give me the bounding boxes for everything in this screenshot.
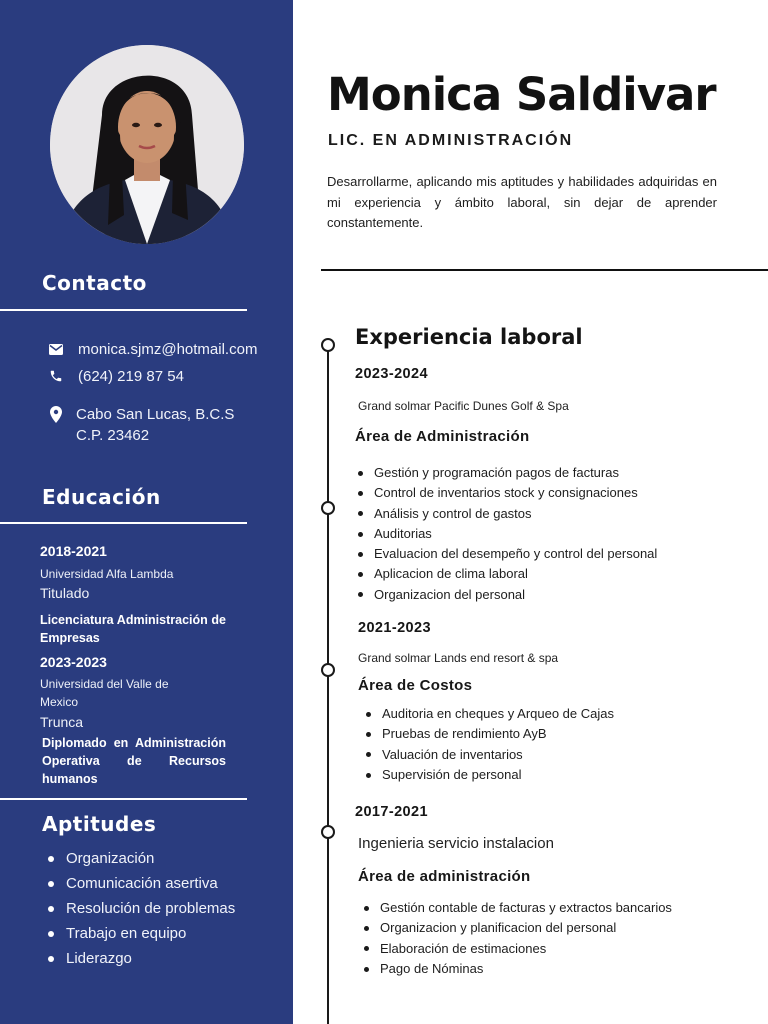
job-area: Área de administración	[358, 868, 531, 885]
contact-email[interactable]	[45, 339, 257, 360]
list-item: Pruebas de rendimiento AyB	[366, 724, 614, 744]
list-item: Supervisión de personal	[366, 765, 614, 785]
list-item: Análisis y control de gastos	[358, 504, 657, 524]
job-task-list	[364, 898, 672, 979]
job-area: Área de Costos	[358, 677, 473, 694]
education-entry-1	[40, 543, 226, 647]
contact-phone[interactable]	[45, 366, 184, 387]
list-item: Trabajo en equipo	[48, 921, 235, 946]
list-item: Auditorias	[358, 524, 657, 544]
job-years: 2023-2024	[355, 366, 428, 382]
list-item: Resolución de problemas	[48, 896, 235, 921]
address-line-1: Cabo San Lucas, B.C.S	[76, 406, 235, 423]
job-years: 2017-2021	[355, 804, 428, 820]
job-area: Área de Administración	[355, 428, 530, 445]
list-item: Comunicación asertiva	[48, 871, 235, 896]
mail-icon	[45, 339, 67, 359]
skills-heading: Aptitudes	[42, 812, 157, 836]
header-divider	[321, 269, 768, 271]
education-divider	[0, 522, 247, 524]
job-task-list	[358, 463, 657, 605]
education-entry-2	[40, 654, 226, 788]
education-years: 2023-2023	[40, 654, 107, 670]
sidebar	[0, 0, 293, 1024]
contact-heading: Contacto	[42, 271, 147, 295]
contact-divider	[0, 309, 247, 311]
education-years: 2018-2021	[40, 543, 107, 559]
list-item: Control de inventarios stock y consignaciones	[358, 483, 657, 503]
list-item: Organizacion del personal	[358, 585, 657, 605]
job-years: 2021-2023	[358, 620, 431, 636]
list-item: Pago de Nóminas	[364, 959, 672, 979]
education-program: Licenciatura Administración de Empresas	[40, 613, 226, 645]
degree-subtitle: LIC. EN ADMINISTRACIÓN	[328, 132, 574, 149]
job-company: Grand solmar Pacific Dunes Golf & Spa	[358, 399, 569, 413]
phone-text: (624) 219 87 54	[78, 368, 184, 385]
list-item: Gestión y programación pagos de facturas	[358, 463, 657, 483]
page-title: Monica Saldivar	[327, 68, 716, 121]
list-item: Aplicacion de clima laboral	[358, 564, 657, 584]
timeline-line	[327, 346, 329, 1024]
list-item: Auditoria en cheques y Arqueo de Cajas	[366, 704, 614, 724]
list-item: Organizacion y planificacion del personal	[364, 918, 672, 938]
education-status: Trunca	[40, 714, 84, 730]
list-item: Valuación de inventarios	[366, 745, 614, 765]
education-school: Universidad Alfa Lambda	[40, 567, 174, 581]
list-item: Evaluacion del desempeño y control del personal	[358, 544, 657, 564]
education-program: Diplomado en Administración Operativa de Recursos humanos	[42, 736, 226, 786]
experience-heading: Experiencia laboral	[355, 325, 583, 349]
job-company: Ingenieria servicio instalacion	[358, 835, 554, 852]
timeline-node	[321, 501, 335, 515]
location-pin-icon	[45, 404, 67, 424]
job-company: Grand solmar Lands end resort & spa	[358, 651, 559, 665]
contact-address	[45, 404, 234, 446]
job-task-list	[366, 704, 614, 785]
timeline-node	[321, 825, 335, 839]
email-text: monica.sjmz@hotmail.com	[78, 341, 258, 358]
address-line-2: C.P. 23462	[76, 427, 150, 444]
list-item: Gestión contable de facturas y extractos bancarios	[364, 898, 672, 918]
list-item: Elaboración de estimaciones	[364, 939, 672, 959]
list-item: Organización	[48, 846, 235, 871]
timeline-node	[321, 663, 335, 677]
skills-list	[48, 846, 235, 971]
list-item: Liderazgo	[48, 946, 235, 971]
education-status: Titulado	[40, 585, 90, 601]
profile-summary: Desarrollarme, aplicando mis aptitudes y habilidades adquiridas en mi experiencia y ámbito laboral, sin dejar de aprender constantemente.	[327, 174, 717, 230]
profile-photo	[50, 45, 244, 244]
skills-divider	[0, 798, 247, 800]
timeline-node	[321, 338, 335, 352]
phone-icon	[45, 366, 67, 386]
education-school: Universidad del Valle de Mexico	[40, 677, 169, 709]
education-heading: Educación	[42, 485, 161, 509]
